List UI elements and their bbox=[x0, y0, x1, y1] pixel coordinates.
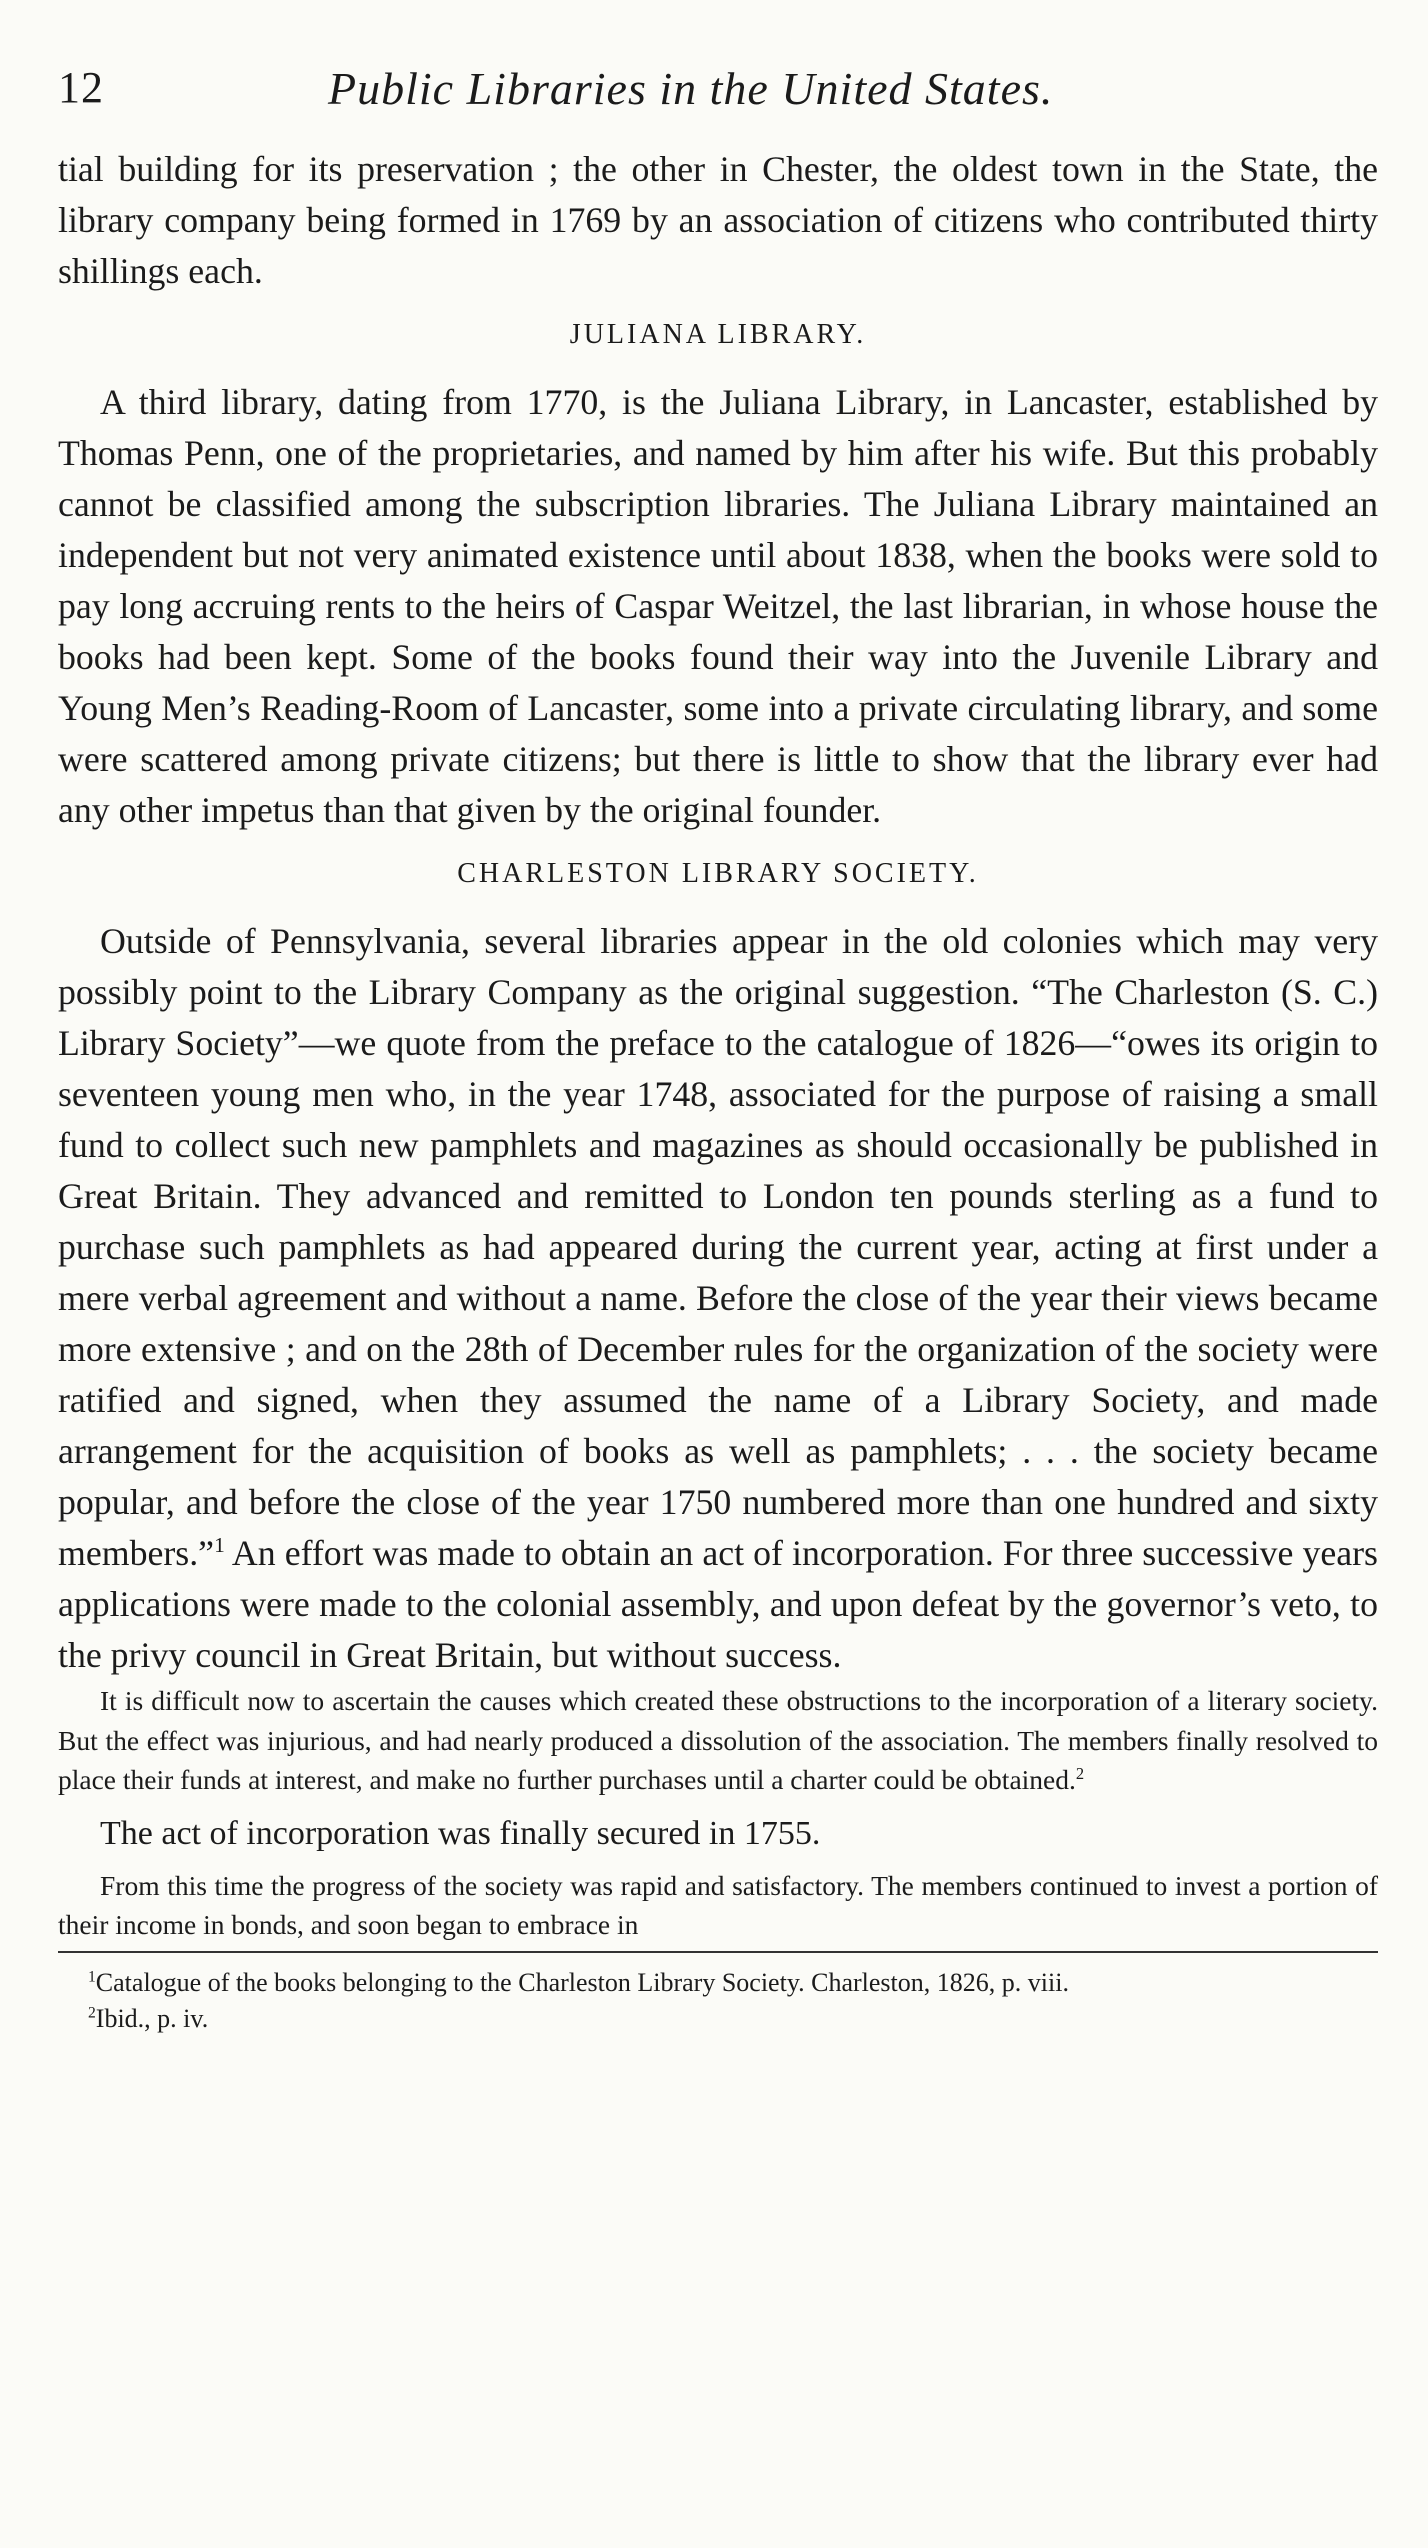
quoted-text: It is difficult now to ascertain the causes which created these obstructions to the incorporation of a literary society. But the effect was injurious, and had nearly produced a dissolution of the association. The members finally resolved to place their funds at interest, and make no further purchases until a charter could be obtained. bbox=[58, 1685, 1378, 1795]
footnote-divider bbox=[58, 1951, 1378, 1953]
footnote-1 bbox=[58, 1965, 1378, 2001]
footnote-ref-2[interactable]: 2 bbox=[1075, 1763, 1085, 1783]
running-head bbox=[58, 62, 1378, 122]
quoted-paragraph bbox=[58, 1681, 1378, 1800]
footnote-mark-2: 2 bbox=[88, 2003, 96, 2021]
footnote-mark-1: 1 bbox=[88, 1967, 96, 1985]
charleston-text: Outside of Pennsylvania, several libraries appear in the old colonies which may very possibly point to the Library Company as the original suggestion. “The Charleston (S. C.) Library Society”—we quote from the preface to the catalogue of 1826—“owes its origin to seventeen young men who, in the year 1748, associated for the purpose of raising a small fund to collect such new pamphlets and magazines as should occasionally be published in Great Britain. They advanced and remitted to London ten pounds sterling as a fund to purchase such pamphlets as had appeared during the current year, acting at first under a mere verbal agreement and without a name. Before the close of the year their views became more extensive ; and on the 28th of December rules for the organization of the society were ratified and signed, when they assumed the name of a Library Society, and made arrangement for the acquisition of books as well as pamphlets; . . . the society became popular, and before the close of the year 1750 numbered more than one hundred and sixty members.” bbox=[58, 921, 1378, 1573]
page bbox=[58, 62, 1378, 2037]
footnote-text-2: Ibid., p. iv. bbox=[95, 2003, 209, 2033]
paragraph-incorporation: The act of incorporation was finally secured in 1755. bbox=[100, 1814, 821, 1852]
charleston-text-tail: An effort was made to obtain an act of incorporation. For three successive years applications were made to the colonial assembly, and upon defeat by the governor’s veto, to the privy council in Great Britain, but without success. bbox=[58, 1533, 1378, 1675]
footnote-ref-1[interactable]: 1 bbox=[214, 1533, 225, 1558]
section-heading-charleston: CHARLESTON LIBRARY SOCIETY. bbox=[457, 858, 979, 889]
section-heading-juliana: JULIANA LIBRARY. bbox=[569, 319, 867, 350]
page-number: 12 bbox=[58, 63, 104, 112]
running-title: Public Libraries in the United States. bbox=[328, 63, 1054, 114]
footnote-text-1: Catalogue of the books belonging to the Charleston Library Society. Charleston, 1826, p. viii. bbox=[95, 1967, 1069, 1997]
paragraph-progress: From this time the progress of the society was rapid and satisfactory. The members continued to invest a portion of their income in bonds, and soon began to embrace in bbox=[58, 1869, 1378, 1940]
paragraph-continuation: tial building for its preservation ; the other in Chester, the oldest town in the State, the library company being formed in 1769 by an association of citizens who contributed thirty shillings each. bbox=[58, 149, 1378, 291]
paragraph-charleston bbox=[58, 916, 1378, 1681]
footnote-2 bbox=[58, 2001, 1378, 2037]
paragraph-juliana: A third library, dating from 1770, is the Juliana Library, in Lancaster, established by Thomas Penn, one of the proprietaries, and named by him after his wife. But this probably cannot be classified among the subscription libraries. The Juliana Library maintained an independent but not very animated existence until about 1838, when the books were sold to pay long accruing rents to the heirs of Caspar Weitzel, the last librarian, in whose house the books had been kept. Some of the books found their way into the Juvenile Library and Young Men’s Reading-Room of Lancaster, some into a private circulating library, and some were scattered among private citizens; but there is little to show that the library ever had any other impetus than that given by the original founder. bbox=[58, 382, 1378, 830]
